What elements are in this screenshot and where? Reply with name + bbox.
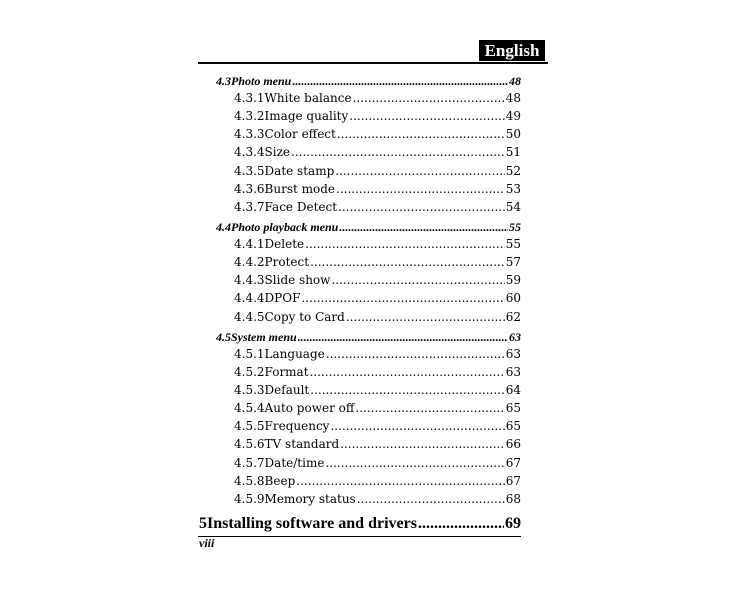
language-badge: English — [479, 40, 545, 61]
entry-page-number: 68 — [505, 492, 521, 506]
entry-number: 4.3.6 — [234, 182, 265, 196]
section-page-number: 55 — [509, 220, 521, 234]
footer-page-number: viii — [199, 536, 215, 550]
entry-page-number: 64 — [505, 383, 521, 397]
entry-title: Frequency — [264, 419, 330, 433]
entry-title: Delete — [264, 237, 305, 251]
toc-entry-row[interactable] — [234, 109, 521, 123]
entry-number: 4.4.4 — [234, 291, 265, 305]
entry-page-number: 55 — [505, 237, 521, 251]
section-title: System menu — [231, 330, 297, 344]
toc-entry-row[interactable] — [234, 291, 521, 305]
entry-page-number: 52 — [505, 164, 521, 178]
entry-number: 4.3.7 — [234, 200, 265, 214]
entry-number: 4.5.6 — [234, 437, 265, 451]
toc-entry-row[interactable] — [234, 273, 521, 287]
entry-page-number: 60 — [505, 291, 521, 305]
toc-entry-row[interactable] — [234, 164, 521, 178]
entry-title: Protect — [264, 255, 310, 269]
entry-page-number: 66 — [505, 437, 521, 451]
toc-entry-row[interactable] — [234, 492, 521, 506]
toc-entry-row[interactable] — [234, 145, 521, 159]
toc-section-row[interactable] — [216, 74, 521, 89]
toc-entry-row[interactable] — [234, 419, 521, 433]
entry-number: 4.4.5 — [234, 310, 265, 324]
dot-leader — [305, 237, 505, 251]
dot-leader — [418, 515, 504, 533]
entry-page-number: 49 — [505, 109, 521, 123]
dot-leader — [338, 200, 505, 214]
dot-leader — [310, 255, 505, 269]
entry-title: Face Detect — [264, 200, 338, 214]
entry-number: 4.5.9 — [234, 492, 265, 506]
entry-number: 4.4.2 — [234, 255, 265, 269]
entry-page-number: 63 — [505, 365, 521, 379]
entry-title: Date stamp — [264, 164, 335, 178]
entry-title: Format — [264, 365, 309, 379]
footer-divider — [198, 536, 521, 537]
entry-number: 4.4.1 — [234, 237, 265, 251]
toc-chapter-row[interactable] — [199, 515, 521, 533]
toc-entry-row[interactable] — [234, 127, 521, 141]
dot-leader — [310, 365, 505, 379]
entry-title: Slide show — [264, 273, 331, 287]
section-number: 4.4 — [216, 220, 231, 234]
header-divider — [198, 62, 548, 64]
entry-title: Color effect — [264, 127, 336, 141]
entry-title: Copy to Card — [264, 310, 345, 324]
chapter-title: Installing software and drivers — [207, 515, 417, 532]
entry-number: 4.5.4 — [234, 401, 265, 415]
entry-title: TV standard — [264, 437, 340, 451]
entry-title: Language — [264, 347, 325, 361]
entry-number: 4.5.7 — [234, 456, 265, 470]
dot-leader — [298, 330, 508, 345]
toc-entry-row[interactable] — [234, 237, 521, 251]
entry-page-number: 67 — [505, 474, 521, 488]
entry-title: DPOF — [264, 291, 301, 305]
entry-number: 4.5.8 — [234, 474, 265, 488]
toc-entry-row[interactable] — [234, 474, 521, 488]
entry-page-number: 59 — [505, 273, 521, 287]
section-page-number: 63 — [509, 330, 521, 344]
entry-number: 4.5.2 — [234, 365, 265, 379]
dot-leader — [331, 273, 504, 287]
dot-leader — [291, 145, 505, 159]
dot-leader — [346, 310, 505, 324]
entry-title: Size — [264, 145, 291, 159]
entry-number: 4.3.5 — [234, 164, 265, 178]
toc-entry-row[interactable] — [234, 255, 521, 269]
entry-number: 4.3.1 — [234, 91, 265, 105]
dot-leader — [353, 91, 505, 105]
toc-section-row[interactable] — [216, 330, 521, 345]
section-number: 4.5 — [216, 330, 231, 344]
entry-number: 4.3.3 — [234, 127, 265, 141]
entry-number: 4.5.1 — [234, 347, 265, 361]
toc-entry-row[interactable] — [234, 401, 521, 415]
entry-title: Memory status — [264, 492, 356, 506]
entry-number: 4.5.3 — [234, 383, 265, 397]
toc-entry-row[interactable] — [234, 182, 521, 196]
entry-page-number: 50 — [505, 127, 521, 141]
dot-leader — [292, 74, 508, 89]
dot-leader — [336, 182, 505, 196]
chapter-page-number: 69 — [505, 515, 521, 532]
entry-page-number: 63 — [505, 347, 521, 361]
entry-title: Default — [264, 383, 310, 397]
section-number: 4.3 — [216, 74, 231, 88]
entry-number: 4.4.3 — [234, 273, 265, 287]
entry-page-number: 53 — [505, 182, 521, 196]
section-title: Photo menu — [231, 74, 292, 88]
entry-title: Image quality — [264, 109, 349, 123]
entry-page-number: 65 — [505, 401, 521, 415]
toc-entry-row[interactable] — [234, 365, 521, 379]
toc-entry-row[interactable] — [234, 347, 521, 361]
entry-page-number: 67 — [505, 456, 521, 470]
entry-number: 4.5.5 — [234, 419, 265, 433]
dot-leader — [325, 456, 504, 470]
entry-title: Date/time — [264, 456, 325, 470]
entry-page-number: 48 — [505, 91, 521, 105]
toc-entry-row[interactable] — [234, 437, 521, 451]
entry-page-number: 65 — [505, 419, 521, 433]
entry-page-number: 54 — [505, 200, 521, 214]
dot-leader — [340, 437, 505, 451]
entry-title: Auto power off — [264, 401, 355, 415]
toc-entry-row[interactable] — [234, 383, 521, 397]
entry-number: 4.3.2 — [234, 109, 265, 123]
dot-leader — [357, 492, 505, 506]
dot-leader — [296, 474, 504, 488]
entry-title: Beep — [264, 474, 296, 488]
entry-title: White balance — [264, 91, 352, 105]
dot-leader — [339, 220, 508, 235]
dot-leader — [330, 419, 504, 433]
dot-leader — [335, 164, 504, 178]
chapter-number: 5 — [199, 515, 207, 532]
dot-leader — [326, 347, 505, 361]
entry-page-number: 51 — [505, 145, 521, 159]
dot-leader — [337, 127, 505, 141]
entry-number: 4.3.4 — [234, 145, 265, 159]
dot-leader — [349, 109, 504, 123]
section-page-number: 48 — [509, 74, 521, 88]
section-title: Photo playback menu — [231, 220, 339, 234]
toc-entry-row[interactable] — [234, 91, 521, 105]
toc-section-row[interactable] — [216, 220, 521, 235]
entry-page-number: 57 — [505, 255, 521, 269]
dot-leader — [310, 383, 504, 397]
entry-page-number: 62 — [505, 310, 521, 324]
entry-title: Burst mode — [264, 182, 336, 196]
toc-entry-row[interactable] — [234, 310, 521, 324]
dot-leader — [301, 291, 504, 305]
dot-leader — [355, 401, 504, 415]
toc-entry-row[interactable] — [234, 200, 521, 214]
toc-entry-row[interactable] — [234, 456, 521, 470]
